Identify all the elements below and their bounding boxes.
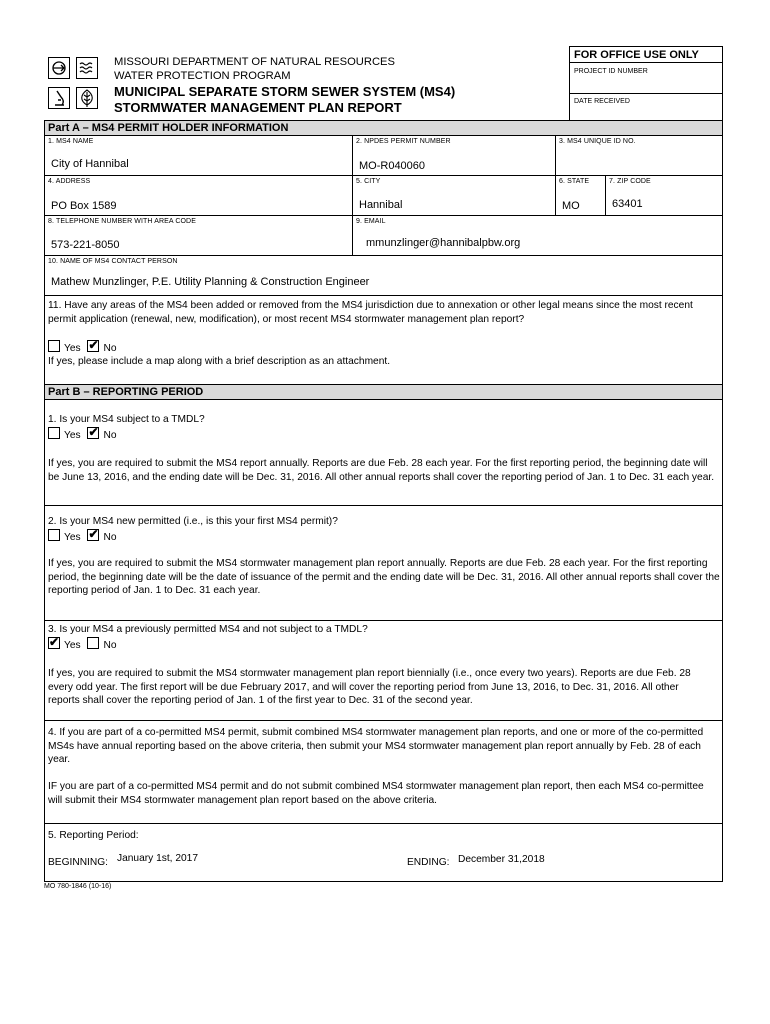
q5-text: 5. Reporting Period: <box>48 830 139 841</box>
q2-text: 2. Is your MS4 new permitted (i.e., is this your first MS4 permit)? <box>48 516 338 527</box>
q3-yes-checkbox[interactable] <box>48 637 60 649</box>
form-number: MO 780-1846 (10-16) <box>44 883 112 890</box>
beginning-field[interactable]: January 1st, 2017 <box>117 853 198 864</box>
check-icon: ✔ <box>49 635 60 649</box>
row-address <box>45 176 722 216</box>
unique-id-label: 3. MS4 UNIQUE ID NO. <box>559 138 636 145</box>
phone-field[interactable]: 573-221-8050 <box>51 239 120 251</box>
state-field[interactable]: MO <box>562 200 580 212</box>
q3-text: 3. Is your MS4 a previously permitted MS4 and not subject to a TMDL? <box>48 624 368 635</box>
date-received-label: DATE RECEIVED <box>574 98 630 105</box>
q4-info: IF you are part of a co-permitted MS4 permit and do not submit combined MS4 stormwater management plan report, then each MS4 co-permittee will submit their MS4 stormwater management plan report based on the above criteria. <box>48 781 704 806</box>
q1-yes-label: Yes <box>64 430 81 441</box>
city-field[interactable]: Hannibal <box>359 199 403 211</box>
q1-yes-checkbox[interactable] <box>48 427 60 439</box>
q11-text: 11. Have any areas of the MS4 been added or removed from the MS4 jurisdiction due to annexation or other legal means since the most recent permit application (renewal, new, modification), or most recent MS4 stormwater management plan report? <box>48 300 693 325</box>
state-label: 6. STATE <box>559 178 590 185</box>
q3-no-label: No <box>103 640 117 651</box>
sun-arrow-icon <box>48 57 70 79</box>
email-label: 9. EMAIL <box>356 218 386 225</box>
agency-logo <box>48 53 104 115</box>
form-body <box>44 120 723 882</box>
address-label: 4. ADDRESS <box>48 178 91 185</box>
row-q1 <box>45 400 722 506</box>
q1-no-label: No <box>103 430 117 441</box>
unique-id-field[interactable] <box>562 156 712 170</box>
q2-yes-checkbox[interactable] <box>48 529 60 541</box>
part-b-title: Part B – REPORTING PERIOD <box>48 386 204 398</box>
q11-no-label: No <box>103 343 117 354</box>
ms4-name-field[interactable]: City of Hannibal <box>51 158 129 170</box>
leaf-icon <box>76 87 98 109</box>
department-name: MISSOURI DEPARTMENT OF NATURAL RESOURCES <box>114 56 395 68</box>
check-icon: ✔ <box>88 338 99 352</box>
q11-note: If yes, please include a map along with a brief description as an attachment. <box>48 356 391 367</box>
form-title-line2: STORMWATER MANAGEMENT PLAN REPORT <box>114 100 402 115</box>
check-icon: ✔ <box>88 527 99 541</box>
q2-no-checkbox[interactable] <box>87 529 99 541</box>
row-name <box>45 136 722 176</box>
part-a-title: Part A – MS4 PERMIT HOLDER INFORMATION <box>48 122 289 134</box>
q2-info: If yes, you are required to submit the MS4 stormwater management plan report annually. Reports are due Feb. 28 each year. For the first reporting period, the beginning date will be the date of issuance of the permit and the ending date will be Dec. 31, 2016. All other annual reports shall cover the reporting period of Jan. 1 to Dec. 31 each year. <box>48 558 720 597</box>
phone-label: 8. TELEPHONE NUMBER WITH AREA CODE <box>48 218 196 225</box>
row-phone <box>45 216 722 256</box>
row-q11 <box>45 296 722 385</box>
q11-yes-checkbox[interactable] <box>48 340 60 352</box>
row-q3 <box>45 621 722 721</box>
email-field[interactable]: mmunzlinger@hannibalpbw.org <box>366 237 521 249</box>
row-q2 <box>45 506 722 621</box>
check-icon: ✔ <box>88 425 99 439</box>
ending-label: ENDING: <box>407 857 450 868</box>
row-q4 <box>45 721 722 824</box>
q3-yes-label: Yes <box>64 640 81 651</box>
beginning-label: BEGINNING: <box>48 857 109 868</box>
q11-yes-label: Yes <box>64 343 81 354</box>
microscope-icon <box>48 87 70 109</box>
contact-field[interactable]: Mathew Munzlinger, P.E. Utility Planning & Construction Engineer <box>51 276 370 288</box>
zip-field[interactable]: 63401 <box>612 198 643 210</box>
part-b-header <box>45 385 722 400</box>
row-q5 <box>45 824 722 881</box>
office-use-title: FOR OFFICE USE ONLY <box>574 49 699 61</box>
npdes-label: 2. NPDES PERMIT NUMBER <box>356 138 451 145</box>
program-name: WATER PROTECTION PROGRAM <box>114 70 291 82</box>
zip-label: 7. ZIP CODE <box>609 178 651 185</box>
q1-no-checkbox[interactable] <box>87 427 99 439</box>
q2-yes-label: Yes <box>64 532 81 543</box>
office-use-box <box>569 46 723 121</box>
water-waves-icon <box>76 57 98 79</box>
q1-info: If yes, you are required to submit the MS4 report annually. Reports are due Feb. 28 each year. For the first reporting period, the beginning date will be June 13, 2016, and the ending date will be Dec. 31, 2016. All other annual reports shall cover the reporting period of Jan. 1 to Dec. 31 each year. <box>48 458 715 483</box>
npdes-field[interactable]: MO-R040060 <box>359 160 426 172</box>
q3-no-checkbox[interactable] <box>87 637 99 649</box>
q3-info: If yes, you are required to submit the MS4 stormwater management plan report biennially (i.e., once every two years). Reports are due Feb. 28 every odd year. The first report will be due February 2017, and will cover the reporting period from June 13, 2016, to Dec. 31, 2016. All other reports shall cover the reporting period of Jan. 1 of the first year to Dec. 31 of the second year. <box>48 668 691 707</box>
q4-text: 4. If you are part of a co-permitted MS4 permit, submit combined MS4 stormwater management plan reports, and one or more of the co-permitted MS4s have annual reporting based on the above criteria, then submit your MS4 stormwater management plan report annually by Feb. 28 of each year. <box>48 727 704 766</box>
row-contact <box>45 256 722 296</box>
q2-no-label: No <box>103 532 117 543</box>
part-a-header <box>45 121 722 136</box>
ending-field[interactable]: December 31,2018 <box>458 854 545 865</box>
q11-no-checkbox[interactable] <box>87 340 99 352</box>
city-label: 5. CITY <box>356 178 381 185</box>
contact-label: 10. NAME OF MS4 CONTACT PERSON <box>48 258 178 265</box>
ms4-name-label: 1. MS4 NAME <box>48 138 94 145</box>
address-field[interactable]: PO Box 1589 <box>51 200 117 212</box>
q1-text: 1. Is your MS4 subject to a TMDL? <box>48 414 205 425</box>
project-id-label: PROJECT ID NUMBER <box>574 68 648 75</box>
form-title-line1: MUNICIPAL SEPARATE STORM SEWER SYSTEM (MS4) <box>114 84 456 99</box>
